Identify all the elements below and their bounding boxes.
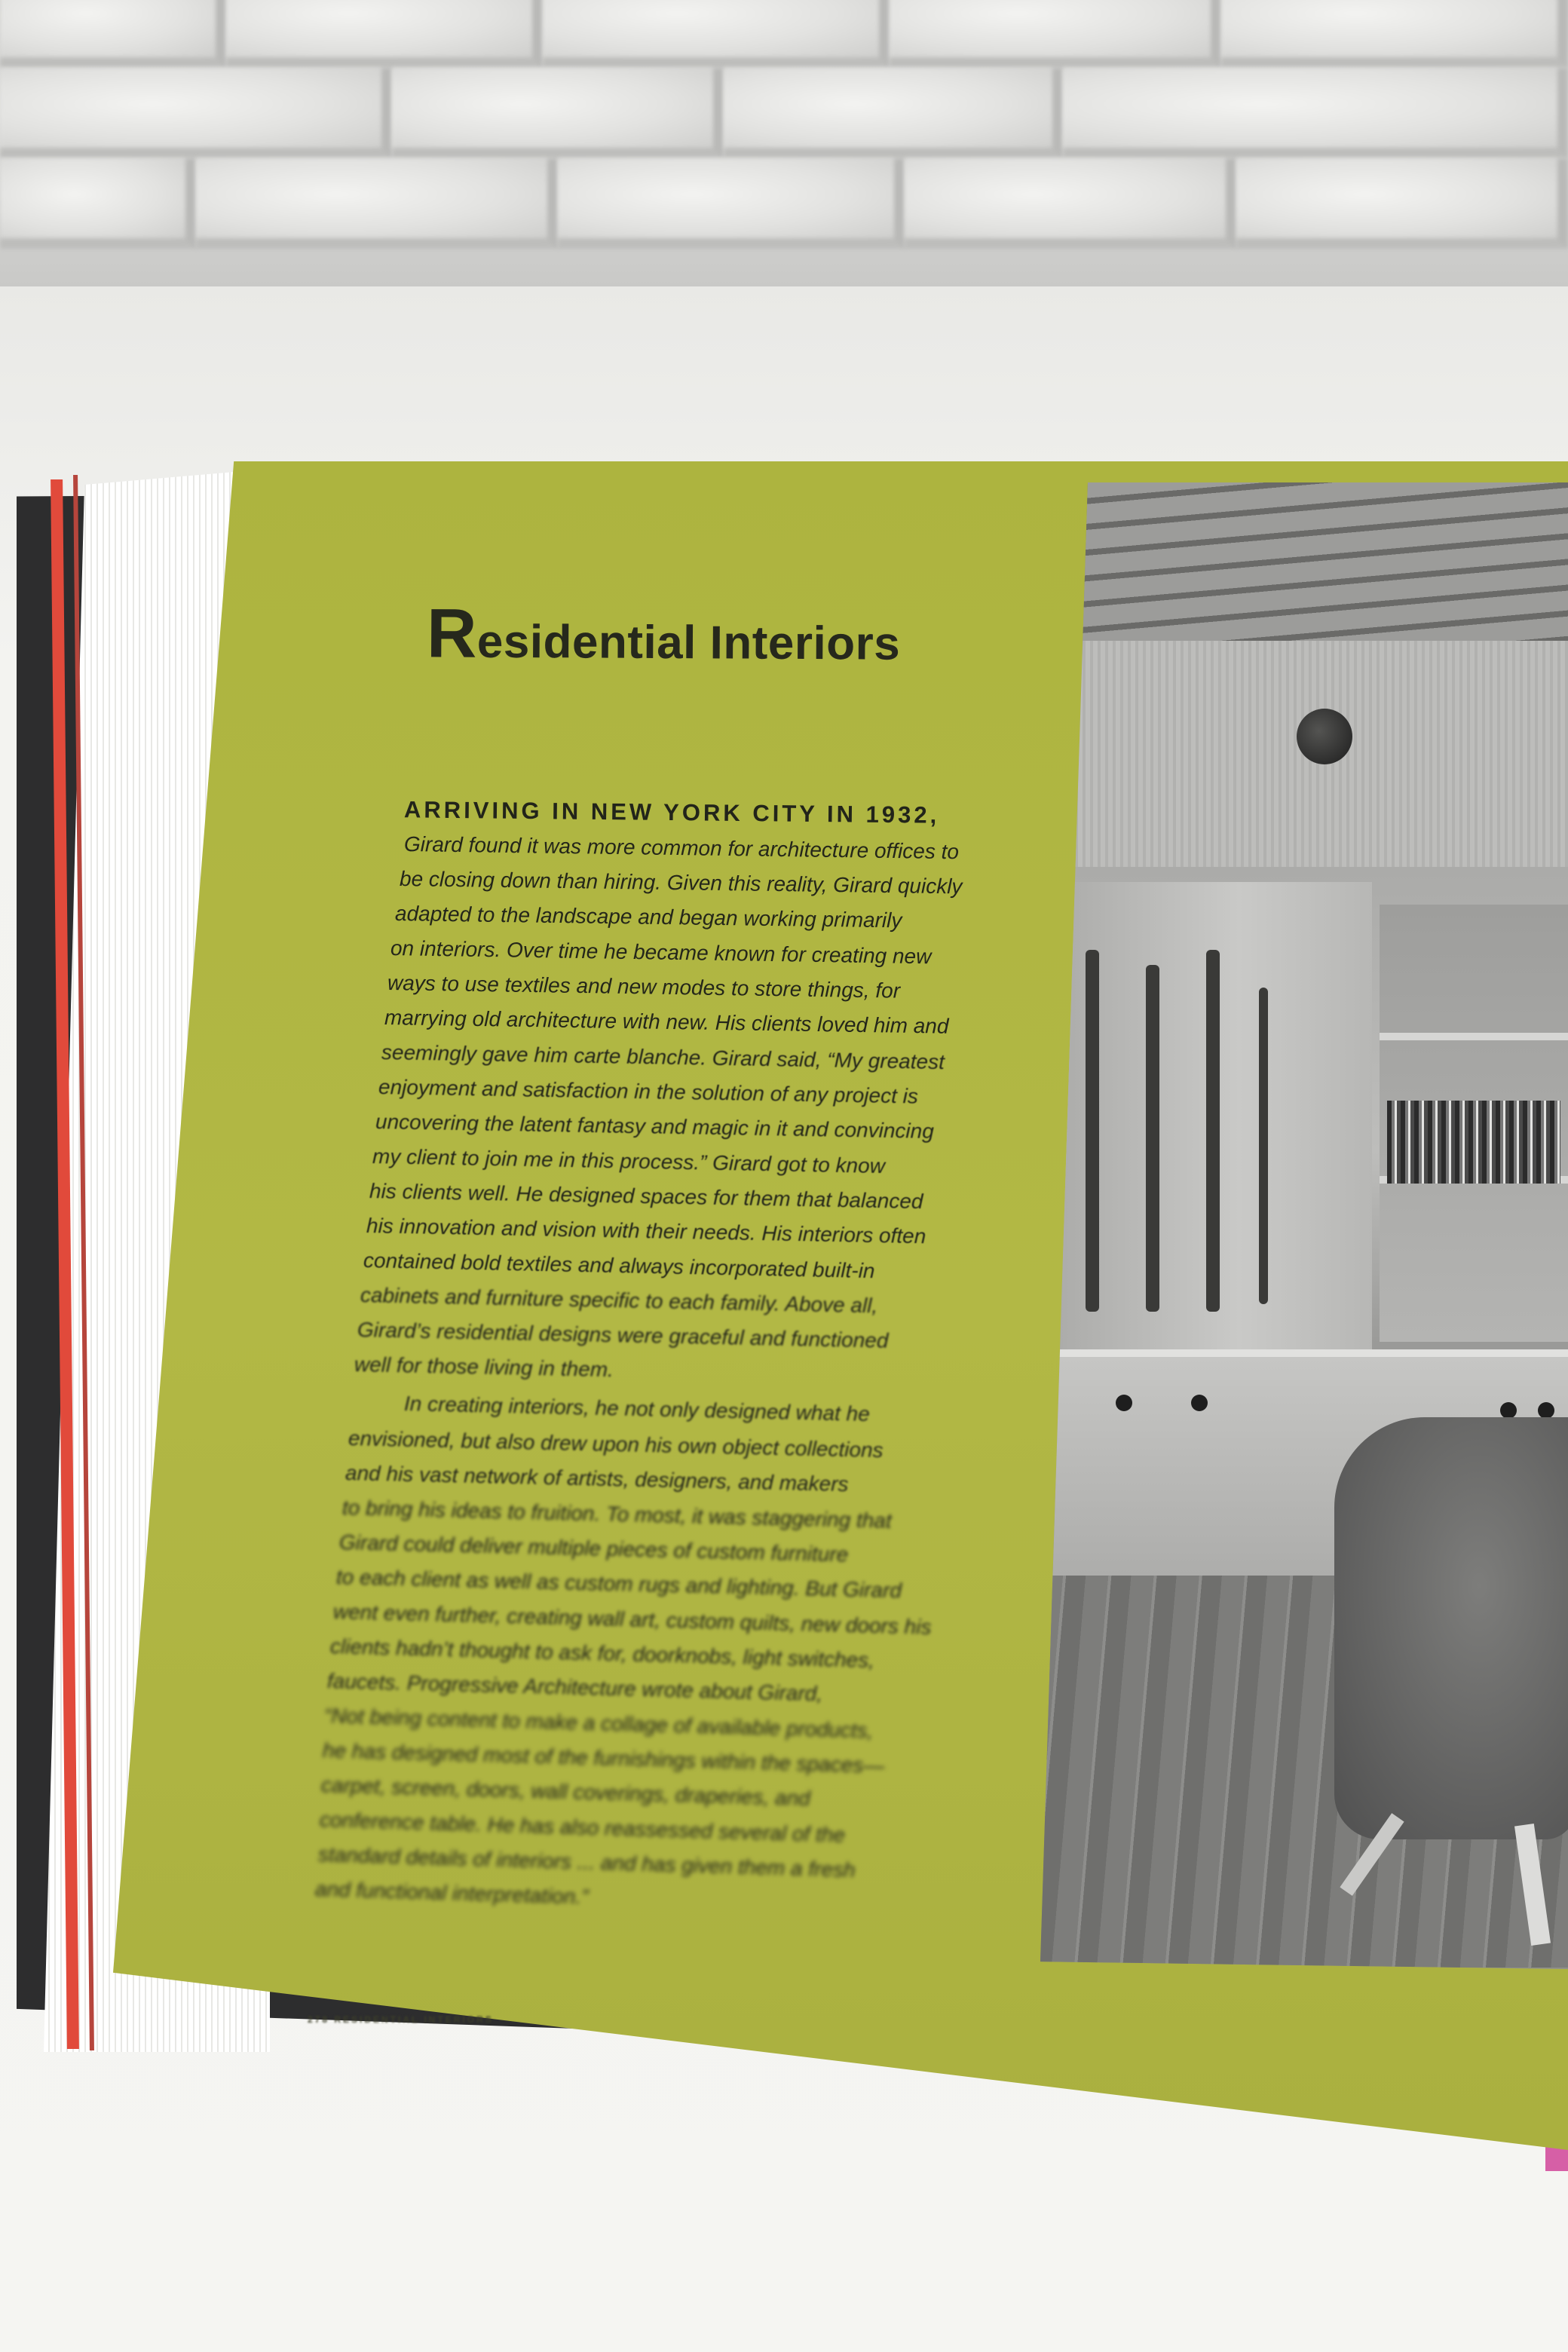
body-line: seemingly gave him carte blanche. Girard said, “My greatest <box>381 1040 945 1074</box>
body-line: my client to join me in this process.” Girard got to know <box>372 1144 886 1178</box>
body-line: went even further, creating wall art, custom quilts, new doors his <box>332 1600 932 1639</box>
body-line: Girard’s residential designs were graceful and functioned <box>357 1318 889 1352</box>
body-line: be closing down than hiring. Given this reality, Girard quickly <box>399 867 963 899</box>
body-line: uncovering the latent fantasy and magic in it and convincing <box>375 1110 935 1143</box>
body-line: carpet, screen, doors, wall coverings, draperies, and <box>320 1773 811 1811</box>
body-line: ways to use textiles and new modes to store things, for <box>387 971 901 1003</box>
body-line: faucets. Progressive Architecture wrote about Girard, <box>326 1669 823 1706</box>
body-line: enjoyment and satisfaction in the solution of any project is <box>378 1075 919 1108</box>
body-line: contained bold textiles and always incorporated built-in <box>363 1248 875 1283</box>
lead-in-text: ARRIVING IN NEW YORK CITY IN 1932, <box>403 796 940 828</box>
body-line: his innovation and vision with their needs. His interiors often <box>366 1214 926 1248</box>
body-line: clients hadn’t thought to ask for, doorknobs, light switches, <box>329 1634 875 1672</box>
body-line: to each client as well as custom rugs and lighting. But Girard <box>335 1565 902 1603</box>
body-line: he has designed most of the furnishings within the spaces— <box>322 1738 885 1778</box>
body-line: and his vast network of artists, designers, and makers <box>345 1461 849 1496</box>
body-line: conference table. He has also reassessed several of the <box>319 1808 846 1847</box>
body-line: marrying old architecture with new. His clients loved him and <box>384 1006 949 1038</box>
body-line: Girard could deliver multiple pieces of custom furniture <box>338 1530 849 1566</box>
body-line: “Not being content to make a collage of available products, <box>323 1704 874 1743</box>
body-line: standard details of interiors ... and has given them a fresh <box>317 1842 856 1882</box>
body-line: In creating interiors, he not only designed what he <box>403 1392 871 1426</box>
body-line: and functional interpretation.” <box>314 1877 590 1909</box>
body-line: his clients well. He designed spaces for them that balanced <box>369 1179 923 1214</box>
body-line: cabinets and furniture specific to each family. Above all, <box>360 1283 878 1318</box>
body-line: Girard found it was more common for architecture offices to <box>403 832 960 864</box>
body-line: on interiors. Over time he became known for creating new <box>390 936 932 969</box>
heading-drop-initial: R <box>426 595 478 672</box>
heading-text: esidential Interiors <box>476 615 901 670</box>
body-line: well for those living in them. <box>354 1352 614 1382</box>
page-folio: 278 RESIDENTIAL INTERIORS <box>308 2014 494 2025</box>
body-line: envisioned, but also drew upon his own object collections <box>348 1426 884 1462</box>
body-line: adapted to the landscape and began working primarily <box>394 902 902 933</box>
body-line: to bring his ideas to fruition. To most, it was staggering that <box>341 1496 893 1533</box>
